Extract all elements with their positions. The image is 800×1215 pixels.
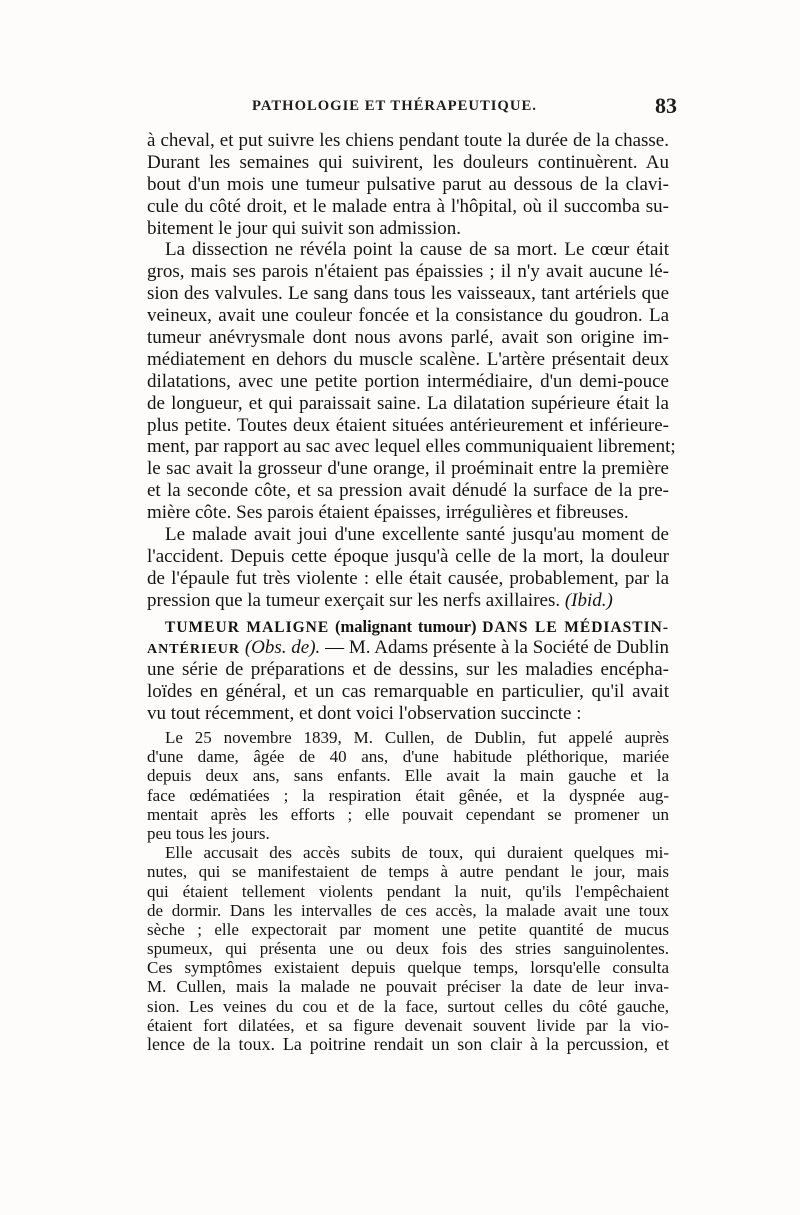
text-line: vu tout récemment, et dont voici l'observation succincte : <box>147 703 582 725</box>
paragraph-1 <box>147 130 669 239</box>
text-line: M. Cullen, mais la malade ne pouvait préciser la date de leur inva- <box>147 977 669 997</box>
text-line: de longueur, et qui paraissait saine. La dilatation supérieure était la <box>147 392 669 414</box>
text-line: qui étaient tellement violents pendant la nuit, qu'ils l'empêchaient <box>147 881 669 901</box>
text-line <box>147 637 669 659</box>
text-line: sion des valvules. Le sang dans tous les vaisseaux, tant artériels que <box>147 283 669 305</box>
text-line: de l'épaule fut très violente : elle était causée, probablement, par la <box>147 567 669 589</box>
body-text <box>147 130 676 1055</box>
text-line: et la seconde côte, et sa pression avait dénudé la surface de la pre- <box>147 480 669 502</box>
text-line: gros, mais ses parois n'étaient pas épaissies ; il n'y avait aucune lé- <box>147 261 669 283</box>
text-line: sèche ; elle expectorait par moment une petite quantité de mucus <box>147 919 669 939</box>
section-heading: ANTÉRIEUR <box>147 642 241 658</box>
text-line: Durant les semaines qui suivirent, les douleurs continuèrent. Au <box>147 151 669 173</box>
text-line: face œdématiées ; la respiration était gênée, et la dyspnée aug- <box>147 785 669 805</box>
source-reference: (Ibid.) <box>564 589 613 611</box>
text-line: Elle accusait des accès subits de toux, qui duraient quelques mi- <box>165 843 669 863</box>
text-line: l'accident. Depuis cette époque jusqu'à celle de la mort, la douleur <box>147 545 669 567</box>
text-line: mentait après les efforts ; elle pouvait cependant se promener un <box>147 804 669 824</box>
text-line: Ces symptômes existaient depuis quelque temps, lorsqu'elle consulta <box>147 958 669 978</box>
text-run: pression que la tumeur exerçait sur les nerfs axillaires. <box>147 589 565 611</box>
section-heading: DANS LE MÉDIASTIN <box>482 618 663 636</box>
text-line: d'une dame, âgée de 40 ans, d'une habitude pléthorique, mariée <box>147 747 669 767</box>
text-line: dilatations, avec une petite portion intermédiaire, d'un demi-pouce <box>147 370 669 392</box>
text-line: depuis deux ans, sans enfants. Elle avait la main gauche et la <box>147 766 669 786</box>
text-line: La dissection ne révéla point la cause de sa mort. Le cœur était <box>165 239 669 261</box>
text-line: à cheval, et put suivre les chiens pendant toute la durée de la chasse. <box>147 130 669 151</box>
text-line: peu tous les jours. <box>147 823 270 843</box>
paragraph-2 <box>147 239 676 524</box>
text-line: ment, par rapport au sac avec lequel elles communiquaient librement; <box>147 436 676 458</box>
text-line: Le malade avait joui d'une excellente santé jusqu'au moment de <box>165 524 669 546</box>
text-line: nutes, qui se manifestaient de temps à autre pendant le jour, mais <box>147 862 669 882</box>
text-line: tumeur anévrysmale dont nous avons parlé, avait son origine im- <box>147 327 669 349</box>
text-line: loïdes en général, et un cas remarquable en particulier, qu'il avait <box>147 681 669 703</box>
text-line: sion. Les veines du cou et de la face, surtout celles du côté gauche, <box>147 996 669 1016</box>
section-heading: TUMEUR MALIGNE <box>165 618 330 636</box>
section-heading-line: TUMEUR MALIGNE (malignant tumour) DANS LE MÉDIASTIN- <box>165 616 669 636</box>
page-number: 83 <box>655 93 677 118</box>
text-line: cule du côté droit, et le malade entra à l'hôpital, où il succomba su- <box>147 195 669 217</box>
text-line: bitement le jour qui suivit son admission. <box>147 217 462 239</box>
text-line: bout d'un mois une tumeur pulsative parut au dessous de la clavi- <box>147 173 669 195</box>
heading-english: (malignant tumour) <box>329 616 483 636</box>
text-line: le sac avait la grosseur d'une orange, il proéminait entre la première <box>147 458 669 480</box>
text-line <box>147 590 669 612</box>
text-line: mière côte. Ses parois étaient épaisses, irrégulières et fibreuses. <box>147 502 629 524</box>
paragraph-3 <box>147 524 669 612</box>
text-line: spumeux, qui présenta une ou deux fois des stries sanguinolentes. <box>147 939 669 959</box>
running-title: PATHOLOGIE ET THÉRAPEUTIQUE. <box>252 98 537 114</box>
text-line: lence de la toux. La poitrine rendait un son clair à la percussion, et <box>147 1034 669 1055</box>
text-line: une série de préparations et de dessins, sur les maladies encépha- <box>147 659 669 681</box>
observation-ref: (Obs. de). <box>240 637 321 659</box>
observation-paragraph-2 <box>147 843 669 1054</box>
text-line: médiatement en dehors du muscle scalène. L'artère présentait deux <box>147 348 669 370</box>
text-line: de dormir. Dans les intervalles de ces accès, la malade avait une toux <box>147 900 669 920</box>
paragraph-4 <box>147 616 669 725</box>
text-line: étaient fort dilatées, et sa figure devenait souvent livide par la vio- <box>147 1015 669 1035</box>
text-run: — M. Adams présente à la Société de Dublin <box>320 637 669 659</box>
text-line: Le 25 novembre 1839, M. Cullen, de Dublin, fut appelé auprès <box>165 728 669 748</box>
text-line: veineux, avait une couleur foncée et la consistance du goudron. La <box>147 305 669 327</box>
page-header <box>147 93 677 122</box>
observation-paragraph-1 <box>147 728 669 843</box>
text-line: plus petite. Toutes deux étaient situées antérieurement et inférieure- <box>147 414 669 436</box>
